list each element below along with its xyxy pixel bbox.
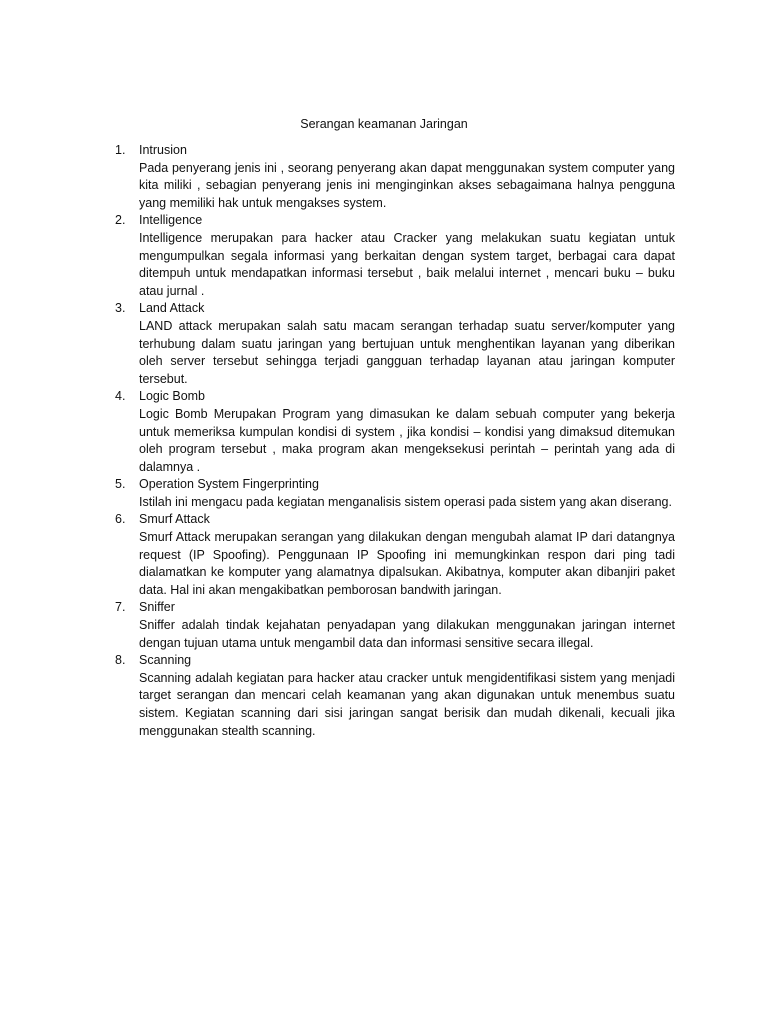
item-heading: Smurf Attack — [139, 512, 210, 527]
item-number: 7. — [115, 600, 126, 615]
document-title: Serangan keamanan Jaringan — [300, 117, 468, 131]
item-number: 4. — [115, 389, 126, 404]
list-item-intelligence — [115, 212, 675, 300]
item-heading: Intrusion — [139, 143, 187, 157]
item-number: 2. — [115, 213, 126, 228]
item-number: 8. — [115, 653, 126, 668]
item-body: Scanning adalah kegiatan para hacker atau cracker untuk mengidentifikasi sistem yang menjadi target serangan dan mencari celah keamanan yang akan digunakan untuk menembus suatu sistem. Kegiatan scanning dari sisi jaringan sangat berisik dan mudah dikenali, kecuali jika menggunakan stealth scanning. — [139, 670, 675, 738]
list-item-os-fingerprinting — [115, 476, 675, 511]
item-heading: Logic Bomb — [139, 389, 206, 404]
item-heading: Sniffer — [139, 600, 175, 615]
list-item-land-attack — [115, 300, 675, 388]
list-item-logic-bomb — [115, 388, 675, 476]
item-number: 3. — [115, 301, 126, 316]
item-body: Intelligence merupakan para hacker atau Cracker yang melakukan suatu kegiatan untuk mengumpulkan segala informasi yang berkaitan dengan system target, berbagai cara dapat ditempuh untuk mendapatkan informasi tersebut , baik melalui internet , mencari buku – buku atau jurnal . — [139, 230, 675, 298]
item-number: 1. — [115, 143, 126, 157]
list-item-smurf-attack — [115, 511, 675, 599]
item-body: Pada penyerang jenis ini , seorang penyerang akan dapat menggunakan system computer yang kita miliki , sebagian penyerang jenis ini menginginkan akses sebagaimana halnya pengguna yang memiliki hak untuk mengakses system. — [139, 160, 675, 210]
item-body: Sniffer adalah tindak kejahatan penyadapan yang dilakukan menggunakan jaringan internet dengan tujuan utama untuk mengambil data dan informasi sensitive secara illegal. — [139, 618, 675, 650]
item-body: Istilah ini mengacu pada kegiatan menganalisis sistem operasi pada sistem yang akan diserang. — [139, 494, 672, 509]
list-item-sniffer — [115, 599, 675, 652]
attack-list — [115, 142, 675, 740]
item-heading: Intelligence — [139, 213, 203, 228]
item-body: LAND attack merupakan salah satu macam serangan terhadap suatu server/komputer yang terhubung dalam suatu jaringan yang bertujuan untuk menghentikan layanan yang diberikan oleh server tersebut sehingga terjadi gangguan terhadap layanan atau jaringan komputer tersebut. — [139, 318, 675, 386]
item-body: Logic Bomb Merupakan Program yang dimasukan ke dalam sebuah computer yang bekerja untuk memeriksa kumpulan kondisi di system , jika kondisi – kondisi yang dimaksud ditemukan oleh program tersebut , maka program akan mengeksekusi perintah – perintah yang ada di dalamnya . — [139, 406, 675, 474]
item-heading: Scanning — [139, 653, 192, 668]
item-body: Smurf Attack merupakan serangan yang dilakukan dengan mengubah alamat IP dari datangnya request (IP Spoofing). Penggunaan IP Spoofing ini memungkinkan respon dari ping tadi dialamatkan ke komputer yang alamatnya dipalsukan. Akibatnya, komputer akan dibanjiri paket data. Hal ini akan mengakibatkan pemborosan bandwith jaringan. — [139, 530, 675, 597]
list-item-scanning — [115, 652, 675, 740]
item-number: 5. — [115, 477, 126, 492]
list-item-intrusion — [115, 142, 675, 212]
item-heading: Operation System Fingerprinting — [139, 477, 319, 492]
item-number: 6. — [115, 512, 126, 527]
item-heading: Land Attack — [139, 301, 205, 316]
